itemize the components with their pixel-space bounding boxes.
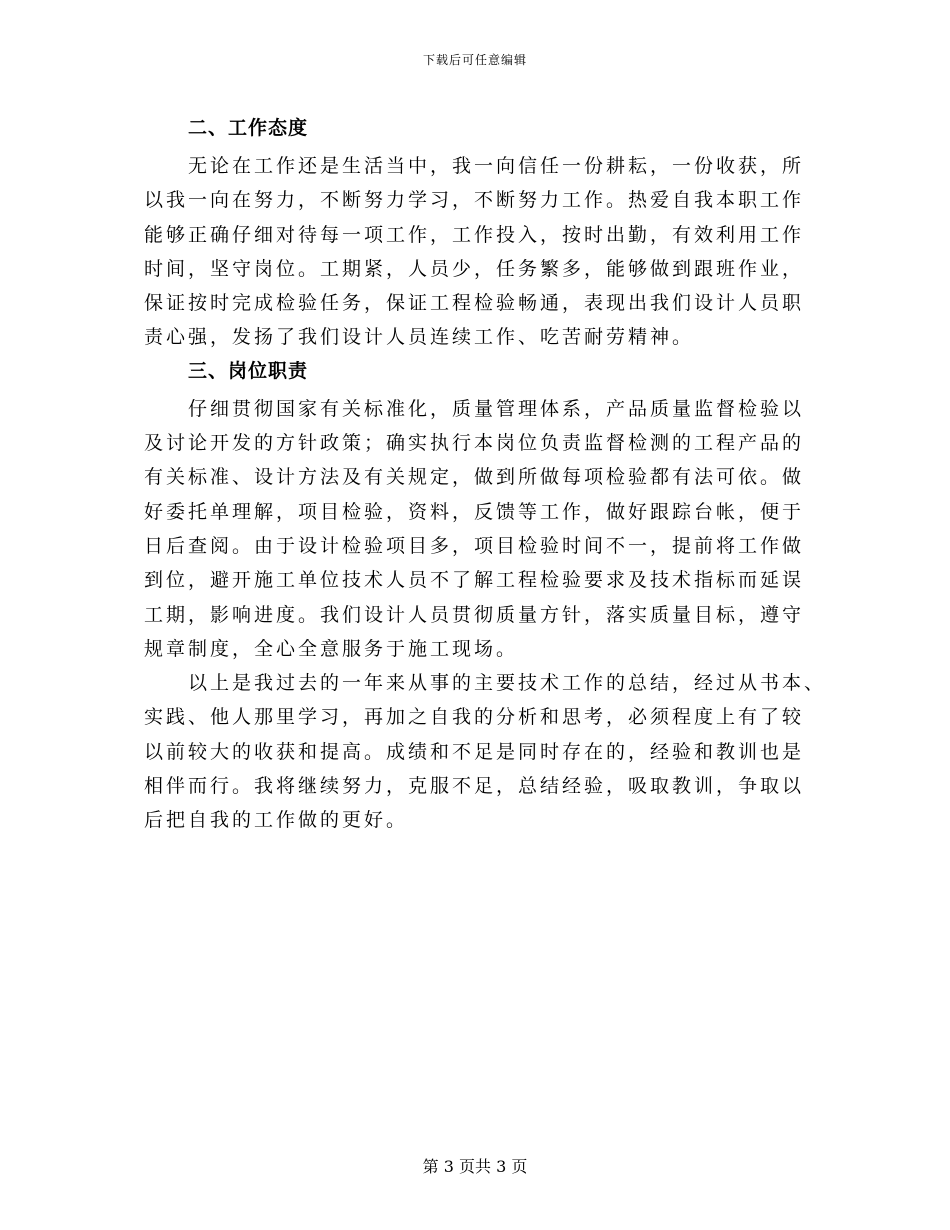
text-line: 到位，避开施工单位技术人员不了解工程检验要求及技术指标而延误 (144, 569, 805, 592)
text-line: 相伴而行。我将继续努力，克服不足，总结经验，吸取教训，争取以 (144, 775, 805, 798)
text-line: 以前较大的收获和提高。成绩和不足是同时存在的，经验和教训也是 (144, 740, 805, 763)
text-line: 以我一向在努力，不断努力学习，不断努力工作。热爱自我本职工作 (144, 189, 805, 212)
text-line: 无论在工作还是生活当中，我一向信任一份耕耘，一份收获，所 (188, 155, 805, 177)
text-line: 实践、他人那里学习，再加之自我的分析和思考，必须程度上有了较 (144, 706, 805, 729)
text-line: 能够正确仔细对待每一项工作，工作投入，按时出勤，有效利用工作 (144, 223, 805, 246)
text-line: 后把自我的工作做的更好。 (144, 809, 409, 832)
paragraph-job-duties (144, 392, 804, 666)
paragraph-work-attitude (144, 149, 804, 355)
text-line: 以上是我过去的一年来从事的主要技术工作的总结，经过从书本、 (188, 672, 827, 695)
text-line: 保证按时完成检验任务，保证工程检验畅通，表现出我们设计人员职 (144, 292, 805, 315)
text-line: 日后查阅。由于设计检验项目多，项目检验时间不一，提前将工作做 (144, 534, 805, 557)
text-line: 仔细贯彻国家有关标准化，质量管理体系，产品质量监督检验以 (188, 397, 805, 420)
text-line: 好委托单理解，项目检验，资料，反馈等工作，做好跟踪台帐，便于 (144, 500, 805, 523)
section-heading-job-duties: 三、岗位职责 (188, 359, 309, 382)
text-line: 及讨论开发的方针政策；确实执行本岗位负责监督检测的工程产品的 (144, 432, 805, 455)
section-heading-work-attitude: 二、工作态度 (188, 117, 309, 139)
document-body (144, 112, 827, 838)
text-line: 责心强，发扬了我们设计人员连续工作、吃苦耐劳精神。 (144, 326, 695, 349)
page-header: 下载后可任意编辑 (422, 53, 527, 67)
text-line: 规章制度，全心全意服务于施工现场。 (144, 637, 519, 660)
page-number: 第 3 页共 3 页 (422, 1157, 528, 1176)
text-line: 时间，坚守岗位。工期紧，人员少，任务繁多，能够做到跟班作业， (144, 257, 805, 280)
paragraph-conclusion (144, 666, 827, 837)
text-line: 有关标准、设计方法及有关规定，做到所做每项检验都有法可依。做 (144, 466, 805, 489)
text-line: 工期，影响进度。我们设计人员贯彻质量方针，落实质量目标，遵守 (144, 603, 805, 626)
